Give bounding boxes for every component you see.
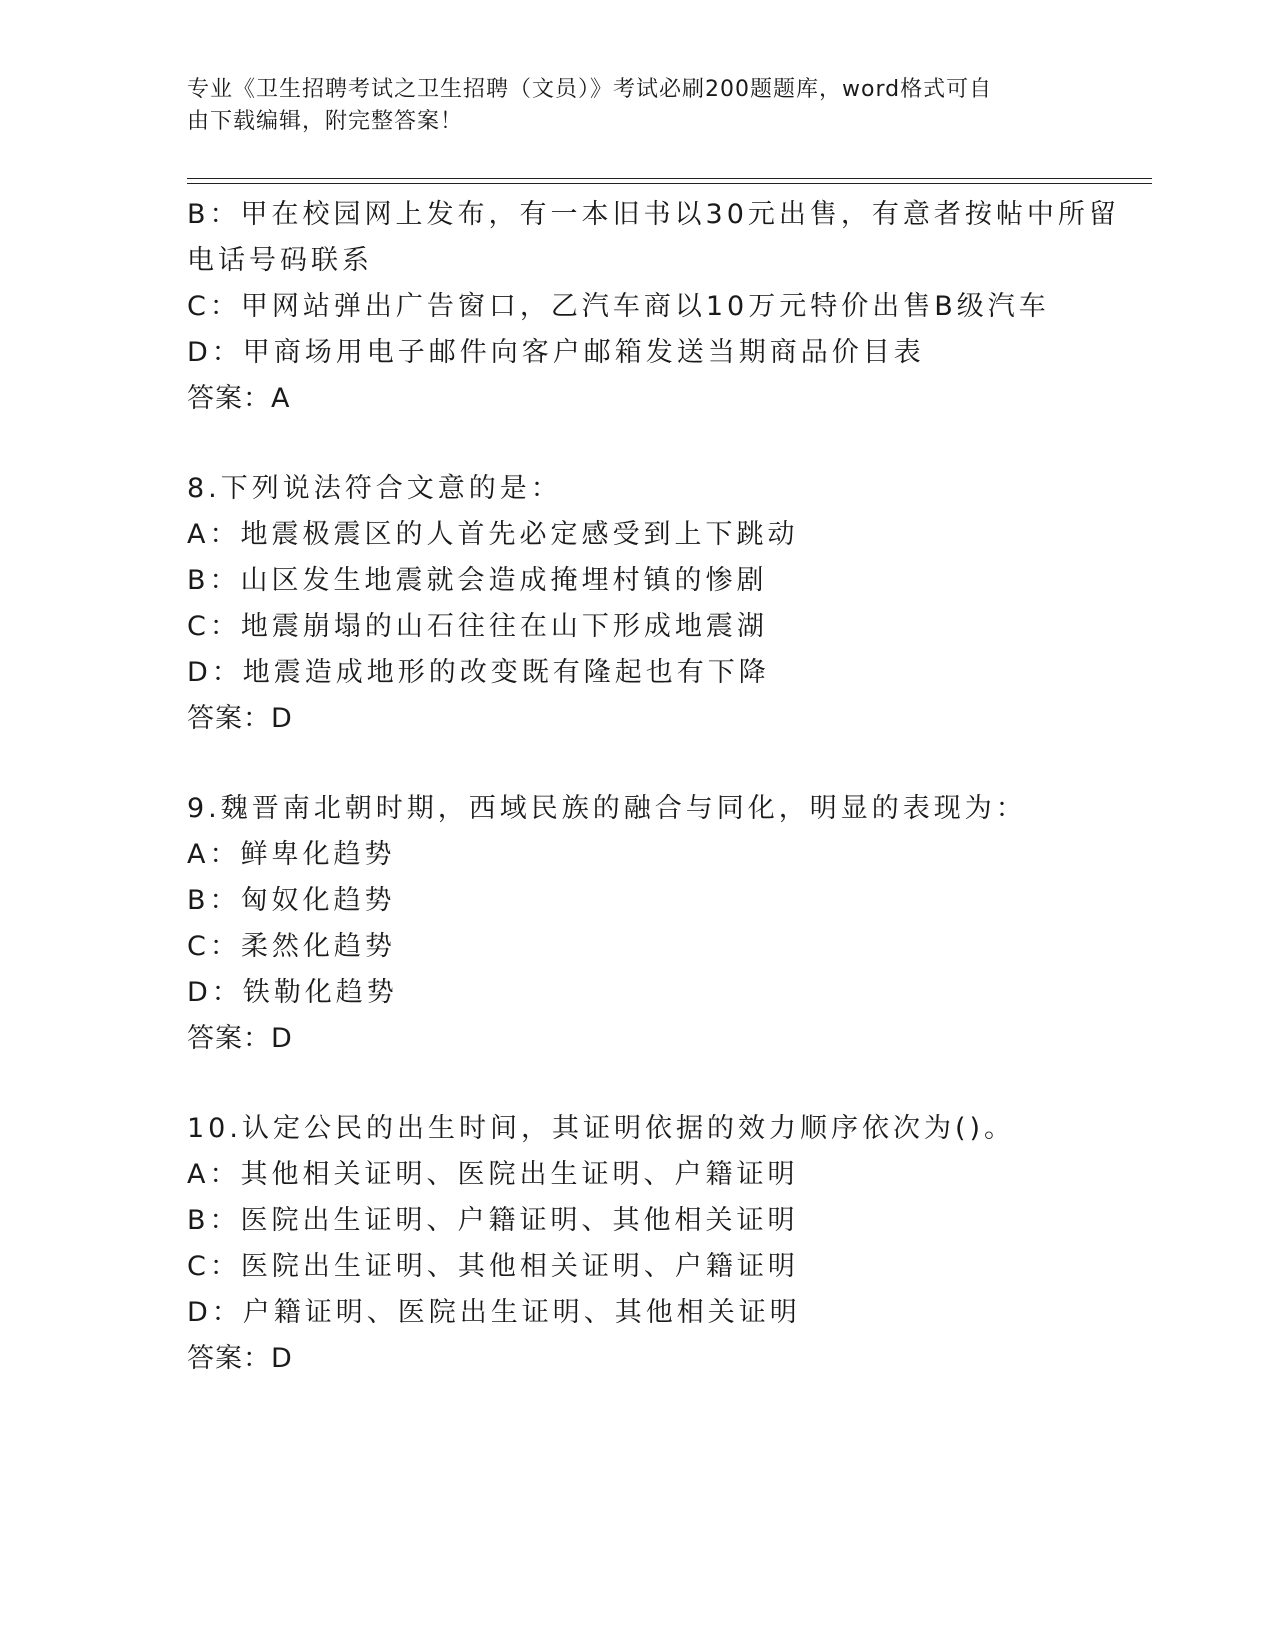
option-b: B：匈奴化趋势 <box>187 885 396 916</box>
answer-line: 答案：D <box>187 1343 293 1374</box>
option-a: A：地震极震区的人首先必定感受到上下跳动 <box>187 519 799 550</box>
question-9 <box>187 786 1087 1062</box>
answer-line: 答案：D <box>187 1023 293 1054</box>
option-c: C：甲网站弹出广告窗口，乙汽车商以10万元特价出售B级汽车 <box>187 291 1050 322</box>
answer-line: 答案：D <box>187 703 293 734</box>
question-continued <box>187 192 1120 422</box>
option-b: B：山区发生地震就会造成掩埋村镇的惨剧 <box>187 565 768 596</box>
option-d: D：甲商场用电子邮件向客户邮箱发送当期商品价目表 <box>187 337 925 368</box>
option-c: C：地震崩塌的山石往往在山下形成地震湖 <box>187 611 768 642</box>
question-stem: 10.认定公民的出生时间，其证明依据的效力顺序依次为()。 <box>187 1113 1016 1144</box>
option-b: B：医院出生证明、户籍证明、其他相关证明 <box>187 1205 799 1236</box>
header-line-2: 由下载编辑，附完整答案！ <box>187 109 464 134</box>
answer-line: 答案：A <box>187 383 291 414</box>
option-b: B：甲在校园网上发布，有一本旧书以30元出售，有意者按帖中所留 <box>187 199 1120 230</box>
question-list <box>187 192 1120 1382</box>
option-d: D：铁勒化趋势 <box>187 977 398 1008</box>
option-d: D：户籍证明、医院出生证明、其他相关证明 <box>187 1297 801 1328</box>
option-c: C：柔然化趋势 <box>187 931 396 962</box>
question-10 <box>187 1106 1087 1382</box>
document-header <box>187 74 1067 138</box>
option-b-continued: 电话号码联系 <box>187 245 373 276</box>
option-d: D：地震造成地形的改变既有隆起也有下降 <box>187 657 770 688</box>
option-a: A：其他相关证明、医院出生证明、户籍证明 <box>187 1159 799 1190</box>
header-divider-top <box>187 178 1152 179</box>
header-line-1: 专业《卫生招聘考试之卫生招聘（文员）》考试必刷200题题库，word格式可自 <box>187 77 993 102</box>
question-8 <box>187 466 1087 742</box>
question-stem: 8.下列说法符合文意的是： <box>187 473 562 504</box>
option-c: C：医院出生证明、其他相关证明、户籍证明 <box>187 1251 799 1282</box>
question-stem: 9.魏晋南北朝时期，西域民族的融合与同化，明显的表现为： <box>187 793 1027 824</box>
option-a: A：鲜卑化趋势 <box>187 839 396 870</box>
header-divider-bottom <box>187 183 1152 184</box>
